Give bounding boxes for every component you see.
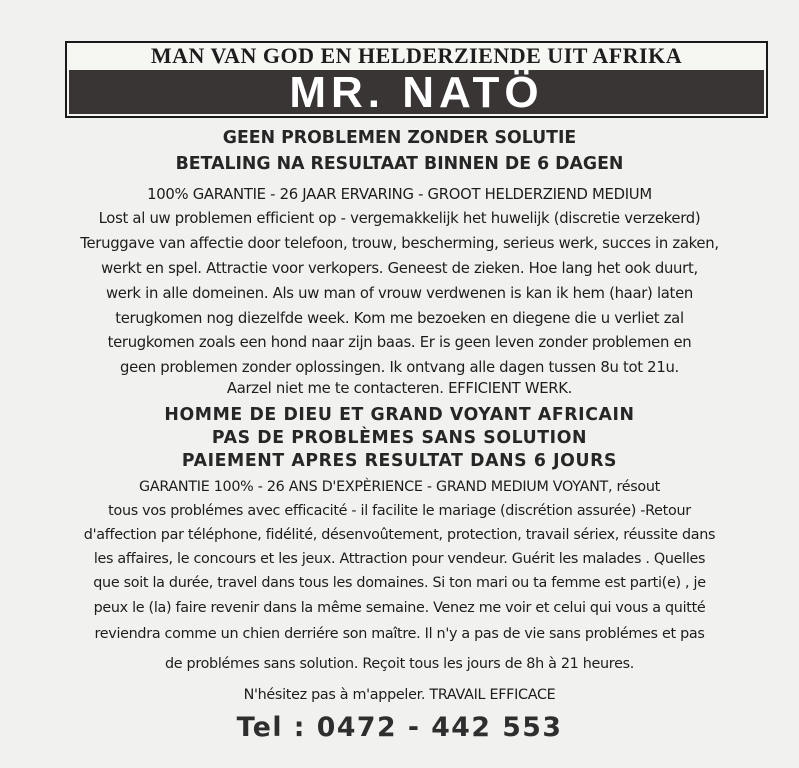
nl-line-4: werkt en spel. Attractie voor verkopers. Geneest de zieken. Hoe lang het ook duurt, <box>101 260 698 277</box>
nl-line-1: 100% GARANTIE - 26 JAAR ERVARING - GROOT HELDERZIEND MEDIUM <box>147 186 652 203</box>
fr-line-5: que soit la durée, travel dans tous les domaines. Si ton mari ou ta femme est parti(e) , je <box>93 575 706 591</box>
fr-line-3: d'affection par téléphone, fidélité, désenvoûtement, protection, travail sériex, réussite dans <box>83 527 716 543</box>
nl-heading-1: GEEN PROBLEMEN ZONDER SOLUTIE <box>222 128 577 148</box>
nl-line-6: terugkomen nog diezelfde week. Kom me bezoeken en diegene die u verliet zal <box>115 310 684 327</box>
phone-number: Tel : 0472 - 442 553 <box>236 712 563 743</box>
nl-line-2: Lost al uw problemen efficient op - vergemakkelijk het huwelijk (discretie verzekerd) <box>98 210 701 227</box>
fr-heading-2: PAS DE PROBLÈMES SANS SOLUTION <box>211 428 588 448</box>
fr-heading-1: HOMME DE DIEU ET GRAND VOYANT AFRICAIN <box>164 405 635 425</box>
header-subtitle: MAN VAN GOD EN HELDERZIENDE UIT AFRIKA <box>150 43 683 68</box>
nl-heading-2: BETALING NA RESULTAAT BINNEN DE 6 DAGEN <box>175 154 624 174</box>
nl-line-7: terugkomen zoals een hond naar zijn baas. Er is geen leven zonder problemen en <box>107 334 692 351</box>
fr-line-7: reviendra comme un chien derriére son maître. Il n'y a pas de vie sans problémes et pas <box>94 626 705 642</box>
fr-line-6: peux le (la) faire revenir dans la même semaine. Venez me voir et celui qui vous a quitté <box>93 600 706 616</box>
fr-line-2: tous vos problémes avec efficacité - il facilite le mariage (discrétion assurée) -Retour <box>108 503 691 519</box>
nl-line-9: Aarzel niet me te contacteren. EFFICIENT WERK. <box>226 380 573 397</box>
nl-line-8: geen problemen zonder oplossingen. Ik ontvang alle dagen tussen 8u tot 21u. <box>120 359 679 376</box>
fr-line-9: N'hésitez pas à m'appeler. TRAVAIL EFFICACE <box>243 687 556 703</box>
header-box <box>65 41 768 118</box>
nl-line-3: Teruggave van affectie door telefoon, trouw, bescherming, serieus werk, succes in zaken, <box>80 235 719 252</box>
header-name-banner <box>69 68 764 117</box>
fr-line-8: de problémes sans solution. Reçoit tous les jours de 8h à 21 heures. <box>164 656 635 672</box>
fr-heading-3: PAIEMENT APRES RESULTAT DANS 6 JOURS <box>181 451 618 471</box>
header-name: MR. NATÖ <box>289 68 544 117</box>
nl-line-5: werk in alle domeinen. Als uw man of vrouw verdwenen is kan ik hem (haar) laten <box>105 285 693 302</box>
fr-line-4: les affaires, le concours et les jeux. Attraction pour vendeur. Guérit les malades . Quelles <box>93 551 706 567</box>
fr-line-1: GARANTIE 100% - 26 ANS D'EXPÈRIENCE - GRAND MEDIUM VOYANT, résout <box>139 479 660 495</box>
